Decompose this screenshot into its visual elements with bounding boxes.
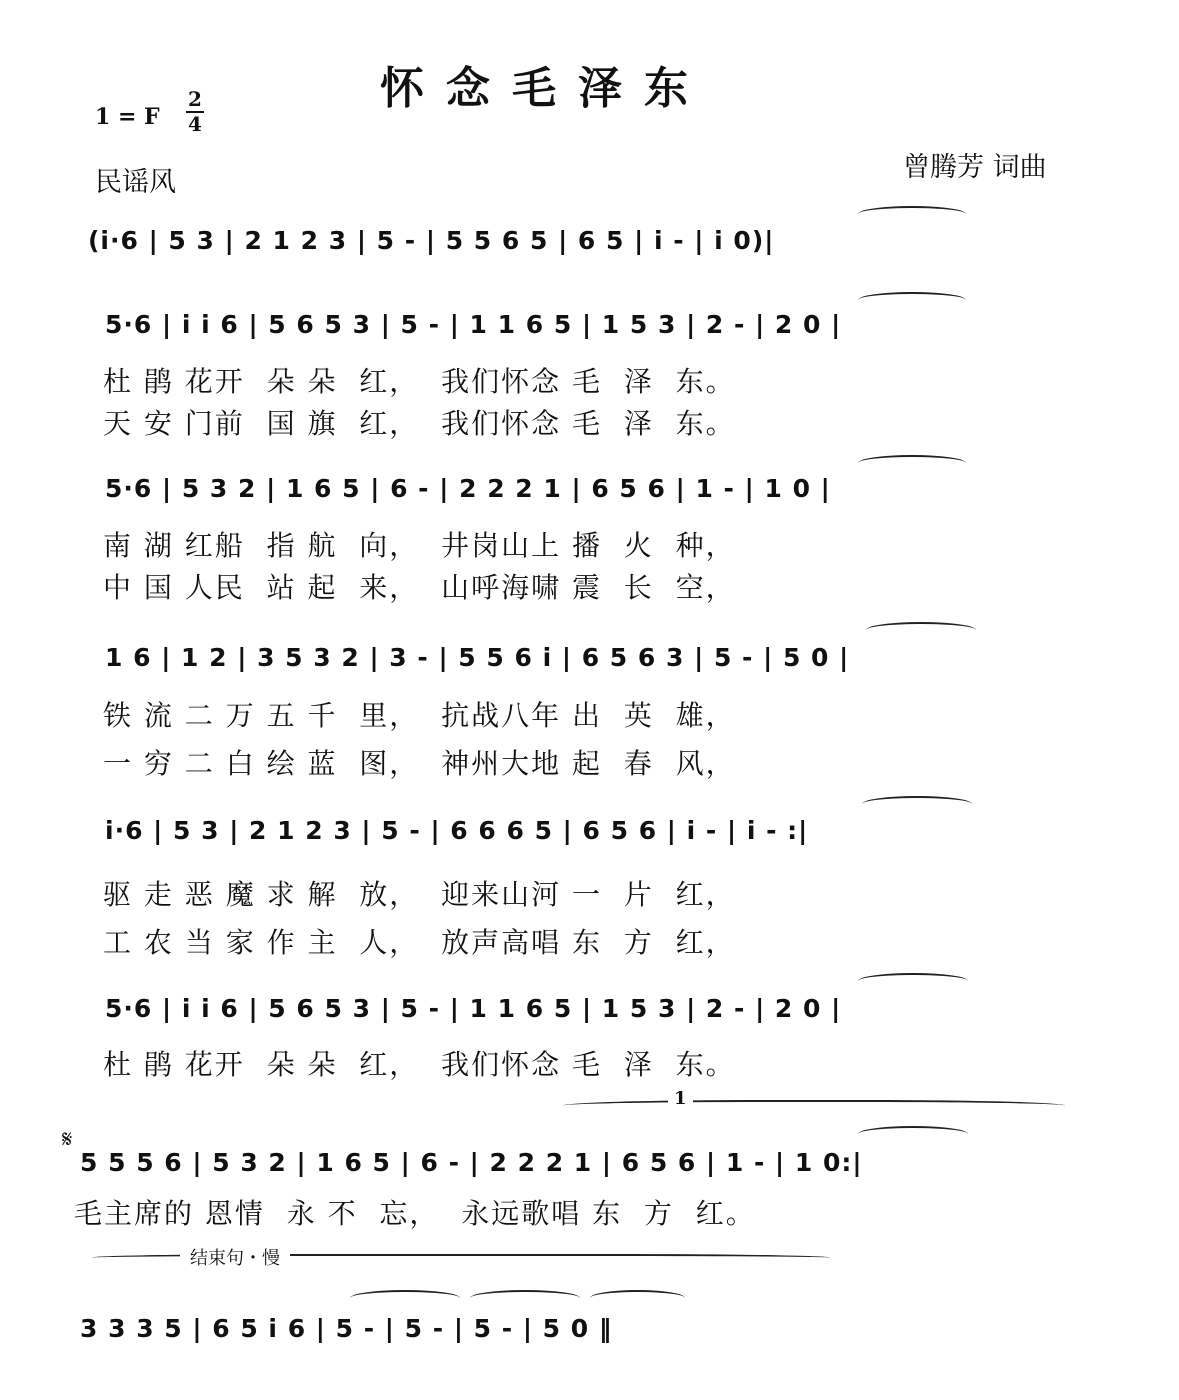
segno-icon: 𝄋 [62,1125,73,1153]
intro-tie [858,206,966,222]
row3-tie [866,622,976,638]
row3-lyrics-verse1: 铁 流 二 万 五 千 里， 抗战八年 出 英 雄， [103,699,736,732]
song-title: 怀念毛泽东 [380,63,710,114]
row6-notes: 5 5 5 6 | 5 3 2 | 1 6 5 | 6 - | 2 2 2 1 | 6 5 6 | 1 - | 1 0:| [80,1148,863,1177]
row1-lyrics-verse2: 天 安 门前 国 旗 红， 我们怀念 毛 泽 东。 [103,407,736,440]
row4-lyrics-verse2: 工 农 当 家 作 主 人， 放声高唱 东 方 红， [103,926,736,959]
ending-label: 结束句・慢 [180,1244,290,1270]
row4-lyrics-verse1: 驱 走 恶 魔 求 解 放， 迎来山河 一 片 红， [103,878,736,911]
row2-lyrics-verse2: 中 国 人民 站 起 来， 山呼海啸 震 长 空， [103,571,736,604]
tempo-style: 民谣风 [95,167,176,198]
row3-lyrics-verse2: 一 穷 二 白 绘 蓝 图， 神州大地 起 春 风， [103,747,736,780]
row3-notes: 1 6 | 1 2 | 3 5 3 2 | 3 - | 5 5 6 i | 6 5 6 3 | 5 - | 5 0 | [105,643,850,672]
row2-notes: 5·6 | 5 3 2 | 1 6 5 | 6 - | 2 2 2 1 | 6 5 6 | 1 - | 1 0 | [105,474,831,503]
ending-tie-2 [470,1290,580,1306]
row4-tie [862,796,972,812]
time-signature-denominator: 4 [188,112,202,136]
row6-lyrics-verse1: 毛主席的 恩情 永 不 忘， 永远歌唱 东 方 红。 [74,1197,756,1230]
first-ending-bracket [563,1100,1065,1114]
intro-notes: (i·6 | 5 3 | 2 1 2 3 | 5 - | 5 5 6 5 | 6 5 | i - | i 0)| [88,226,775,255]
row6-tie [858,1126,968,1142]
first-ending-label: 1 [668,1088,693,1109]
time-signature [186,88,204,136]
row5-notes: 5·6 | i i 6 | 5 6 5 3 | 5 - | 1 1 6 5 | 1 5 3 | 2 - | 2 0 | [105,994,842,1023]
row7-notes: 3 3 3 5 | 6 5 i 6 | 5 - | 5 - | 5 - | 5 0 ‖ [80,1314,613,1343]
composer-credit: 曾腾芳 词曲 [903,152,1047,183]
key-signature: 1 = F [95,104,160,130]
row5-lyrics-verse1: 杜 鹃 花开 朵 朵 红， 我们怀念 毛 泽 东。 [103,1048,736,1081]
row5-tie [858,973,968,989]
time-signature-numerator: 2 [186,88,204,113]
row2-tie [858,455,966,471]
row1-tie [858,292,966,308]
row4-notes: i·6 | 5 3 | 2 1 2 3 | 5 - | 6 6 6 5 | 6 5 6 | i - | i - :| [105,816,809,845]
ending-tie-1 [350,1290,460,1306]
row1-notes: 5·6 | i i 6 | 5 6 5 3 | 5 - | 1 1 6 5 | 1 5 3 | 2 - | 2 0 | [105,310,842,339]
row2-lyrics-verse1: 南 湖 红船 指 航 向， 井岗山上 播 火 种， [103,529,736,562]
ending-tie-3 [590,1290,685,1306]
row1-lyrics-verse1: 杜 鹃 花开 朵 朵 红， 我们怀念 毛 泽 东。 [103,365,736,398]
